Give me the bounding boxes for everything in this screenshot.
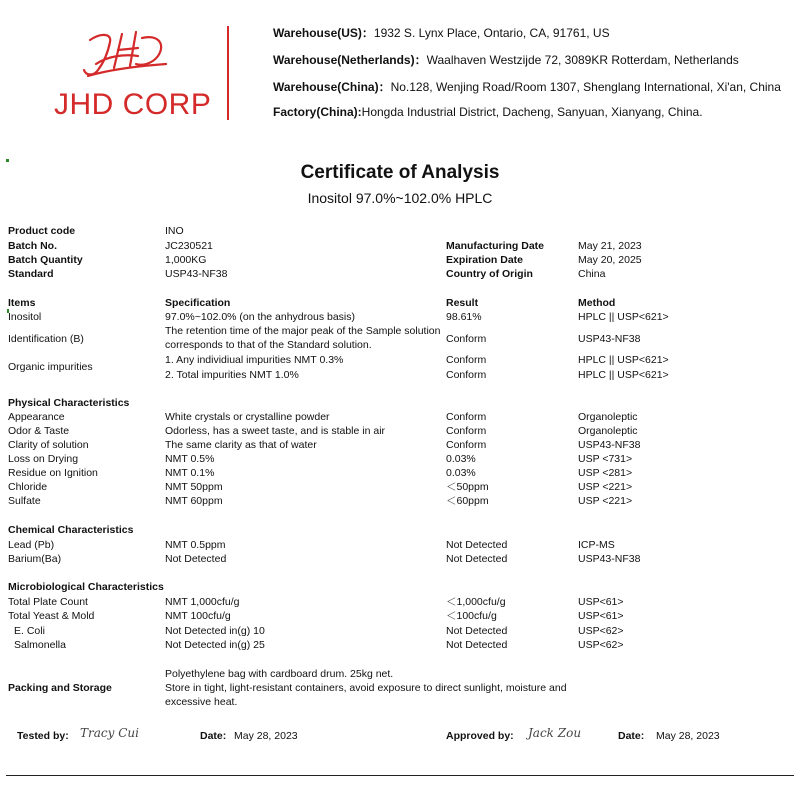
phys-row-result: ＜50ppm xyxy=(446,481,489,493)
document-subtitle: Inositol 97.0%~102.0% HPLC xyxy=(307,190,493,206)
chem-row-result: Not Detected xyxy=(446,539,508,551)
approved-date-value: May 28, 2023 xyxy=(656,730,720,742)
phys-row-item: Chloride xyxy=(8,481,48,493)
micro-row-method: USP<62> xyxy=(578,625,624,637)
chem-row-item: Lead (Pb) xyxy=(8,539,55,551)
phys-row-item: Sulfate xyxy=(8,495,41,507)
chem-row-method: USP43-NF38 xyxy=(578,553,641,565)
phys-row-item: Clarity of solution xyxy=(8,439,89,451)
phys-row-result: Conform xyxy=(446,425,487,437)
footer-rule xyxy=(6,775,794,776)
micro-row-item: Salmonella xyxy=(14,639,66,651)
phys-row-item: Odor & Taste xyxy=(8,425,70,437)
phys-row-spec: NMT 50ppm xyxy=(165,481,223,493)
chem-row-spec: Not Detected xyxy=(165,553,227,565)
row-inositol-item: Inositol xyxy=(8,311,42,323)
phys-row-method: USP <221> xyxy=(578,481,633,493)
physical-heading: Physical Characteristics xyxy=(8,397,130,409)
micro-row-spec: Not Detected in(g) 25 xyxy=(165,639,265,651)
phys-row-method: USP <731> xyxy=(578,453,633,465)
phys-row-method: USP <221> xyxy=(578,495,633,507)
col-result: Result xyxy=(446,297,479,309)
warehouse-china: Warehouse(China)：No.128, Wenjing Road/Room 1307, Shenglang International, Xi'an, China xyxy=(273,80,781,94)
row-identification-item: Identification (B) xyxy=(8,333,84,345)
row-identification-result: Conform xyxy=(446,333,487,345)
chem-row-method: ICP-MS xyxy=(578,539,615,551)
micro-row-item: Total Plate Count xyxy=(8,596,88,608)
row-identification-spec-1: The retention time of the major peak of the Sample solution xyxy=(165,325,441,337)
phys-row-method: USP <281> xyxy=(578,467,633,479)
row-organic-result-2: Conform xyxy=(446,369,487,381)
row-organic-result-1: Conform xyxy=(446,354,487,366)
tested-date-label: Date: xyxy=(200,730,227,742)
phys-row-method: USP43-NF38 xyxy=(578,439,641,451)
packing-label: Packing and Storage xyxy=(8,682,112,694)
micro-row-result: ＜100cfu/g xyxy=(446,610,497,622)
mfg-date-value: May 21, 2023 xyxy=(578,240,642,252)
approved-by-signature: Jack Zou xyxy=(528,726,582,740)
micro-row-method: USP<62> xyxy=(578,639,624,651)
jhd-logo-mark xyxy=(78,26,170,82)
mfg-date-label: Manufacturing Date xyxy=(446,240,545,252)
row-organic-method-1: HPLC || USP<621> xyxy=(578,354,669,366)
warehouse-us: Warehouse(US)：1932 S. Lynx Place, Ontario, CA, 91761, US xyxy=(273,26,610,40)
chem-row-result: Not Detected xyxy=(446,553,508,565)
chem-row-item: Barium(Ba) xyxy=(8,553,62,565)
micro-row-result: Not Detected xyxy=(446,625,508,637)
factory-china: Factory(China):Hongda Industrial District, Dacheng, Sanyuan, Xianyang, China. xyxy=(273,105,703,119)
row-organic-method-2: HPLC || USP<621> xyxy=(578,369,669,381)
row-organic-item: Organic impurities xyxy=(8,361,93,373)
micro-row-result: Not Detected xyxy=(446,639,508,651)
batch-qty-value: 1,000KG xyxy=(165,254,207,266)
batch-no-label: Batch No. xyxy=(8,240,58,252)
row-identification-spec-2: corresponds to that of the Standard solution. xyxy=(165,339,372,351)
phys-row-spec: The same clarity as that of water xyxy=(165,439,317,451)
tested-by-signature: Tracy Cui xyxy=(80,726,139,740)
row-identification-method: USP43-NF38 xyxy=(578,333,641,345)
col-spec: Specification xyxy=(165,297,231,309)
warehouse-netherlands: Warehouse(Netherlands)：Waalhaven Westzijde 72, 3089KR Rotterdam, Netherlands xyxy=(273,53,739,67)
micro-row-spec: NMT 1,000cfu/g xyxy=(165,596,240,608)
phys-row-result: 0.03% xyxy=(446,453,476,465)
packing-line-1: Polyethylene bag with cardboard drum. 25kg net. xyxy=(165,668,394,680)
approved-date-label: Date: xyxy=(618,730,645,742)
micro-row-spec: Not Detected in(g) 10 xyxy=(165,625,265,637)
exp-date-label: Expiration Date xyxy=(446,254,524,266)
phys-row-spec: NMT 0.5% xyxy=(165,453,215,465)
micro-row-item: E. Coli xyxy=(14,625,45,637)
phys-row-spec: White crystals or crystalline powder xyxy=(165,411,330,423)
packing-line-3: excessive heat. xyxy=(165,696,238,708)
micro-row-spec: NMT 100cfu/g xyxy=(165,610,231,622)
micro-row-method: USP<61> xyxy=(578,610,624,622)
exp-date-value: May 20, 2025 xyxy=(578,254,642,266)
chemical-heading: Chemical Characteristics xyxy=(8,524,134,536)
standard-value: USP43-NF38 xyxy=(165,268,228,280)
phys-row-method: Organoleptic xyxy=(578,425,638,437)
logo-text: JHD CORP xyxy=(54,88,212,121)
micro-heading: Microbiological Characteristics xyxy=(8,581,164,593)
row-inositol-spec: 97.0%~102.0% (on the anhydrous basis) xyxy=(165,311,355,323)
product-code-value: INO xyxy=(165,225,184,237)
col-method: Method xyxy=(578,297,616,309)
phys-row-spec: NMT 0.1% xyxy=(165,467,215,479)
standard-label: Standard xyxy=(8,268,54,280)
row-inositol-result: 98.61% xyxy=(446,311,482,323)
phys-row-item: Loss on Drying xyxy=(8,453,79,465)
phys-row-result: ＜60ppm xyxy=(446,495,489,507)
phys-row-item: Appearance xyxy=(8,411,65,423)
row-organic-spec-1: 1. Any individiual impurities NMT 0.3% xyxy=(165,354,344,366)
phys-row-spec: Odorless, has a sweet taste, and is stable in air xyxy=(165,425,386,437)
product-code-label: Product code xyxy=(8,225,76,237)
origin-value: China xyxy=(578,268,606,280)
tested-date-value: May 28, 2023 xyxy=(234,730,298,742)
chem-row-spec: NMT 0.5ppm xyxy=(165,539,226,551)
phys-row-item: Residue on Ignition xyxy=(8,467,98,479)
packing-line-2: Store in tight, light-resistant containers, avoid exposure to direct sunlight, moisture and xyxy=(165,682,567,694)
phys-row-method: Organoleptic xyxy=(578,411,638,423)
phys-row-spec: NMT 60ppm xyxy=(165,495,223,507)
header-divider xyxy=(227,26,229,120)
phys-row-result: Conform xyxy=(446,411,487,423)
micro-row-method: USP<61> xyxy=(578,596,624,608)
tested-by-label: Tested by: xyxy=(17,730,69,742)
micro-row-item: Total Yeast & Mold xyxy=(8,610,95,622)
document-title: Certificate of Analysis xyxy=(300,162,500,183)
row-organic-spec-2: 2. Total impurities NMT 1.0% xyxy=(165,369,299,381)
batch-no-value: JC230521 xyxy=(165,240,213,252)
batch-qty-label: Batch Quantity xyxy=(8,254,83,266)
phys-row-result: 0.03% xyxy=(446,467,476,479)
col-items: Items xyxy=(8,297,36,309)
micro-row-result: ＜1,000cfu/g xyxy=(446,596,506,608)
origin-label: Country of Origin xyxy=(446,268,533,280)
phys-row-result: Conform xyxy=(446,439,487,451)
row-inositol-method: HPLC || USP<621> xyxy=(578,311,669,323)
approved-by-label: Approved by: xyxy=(446,730,514,742)
